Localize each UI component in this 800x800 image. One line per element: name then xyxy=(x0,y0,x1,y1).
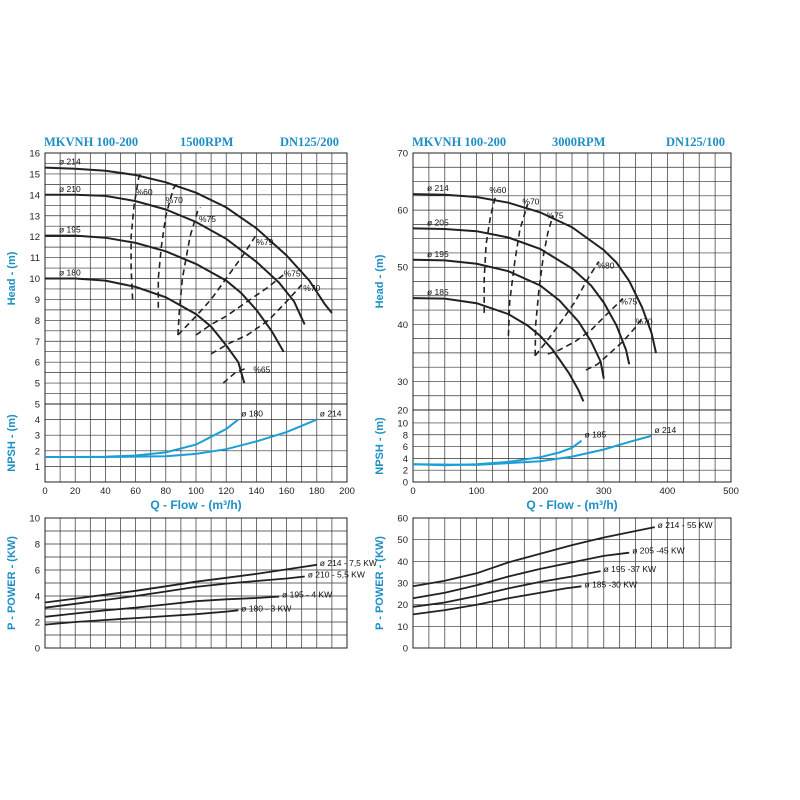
power-y-tick-label: 0 xyxy=(34,643,40,655)
npsh-y-tick-label: 0 xyxy=(402,477,408,489)
x-tick-label: 200 xyxy=(339,486,355,497)
head-y-tick-label: 16 xyxy=(29,148,40,160)
head-y-tick-label: 10 xyxy=(29,274,40,285)
head-y-tick-label: 11 xyxy=(30,253,40,265)
x-tick-label: 80 xyxy=(160,486,172,497)
power-curve xyxy=(413,527,655,586)
npsh-y-tick-label: 1 xyxy=(34,461,40,473)
x-tick-label: 100 xyxy=(188,486,204,497)
power-curve-label: ø 185 -30 KW xyxy=(584,579,637,590)
efficiency-label: %80 xyxy=(597,260,615,271)
head-y-tick-label: 50 xyxy=(397,262,408,274)
x-tick-label: 0 xyxy=(42,486,48,497)
efficiency-label: %75 xyxy=(546,210,564,221)
chart-right xyxy=(374,135,739,655)
efficiency-line xyxy=(548,299,623,354)
power-curve-label: ø 214 - 55 KW xyxy=(657,520,713,531)
x-tick-label: 60 xyxy=(130,486,141,497)
head-y-tick-label: 9 xyxy=(34,294,40,306)
efficiency-label: %70 xyxy=(522,196,540,207)
head-curve-label: ø 180 xyxy=(59,267,81,278)
power-curve-label: ø 214 - 7,5 KW xyxy=(319,557,377,568)
x-tick-label: 120 xyxy=(218,486,235,497)
power-panel-grid xyxy=(45,518,347,648)
efficiency-line xyxy=(484,196,496,313)
efficiency-label: %60 xyxy=(489,184,507,195)
npsh-curve xyxy=(413,436,652,465)
head-curve-label: ø 185 xyxy=(427,287,449,298)
power-curve-label: ø 210 - 5,5 KW xyxy=(307,569,365,580)
npsh-y-tick-label: 2 xyxy=(34,446,40,458)
head-y-tick-label: 5 xyxy=(34,378,40,390)
power-curve xyxy=(45,610,238,624)
efficiency-label: %70 xyxy=(635,316,653,327)
npsh-y-axis-label: NPSH - (m) xyxy=(6,414,18,472)
efficiency-label: %70 xyxy=(165,195,183,206)
power-curve-label: ø 180 - 3 KW xyxy=(241,603,292,614)
power-y-tick-label: 50 xyxy=(397,535,408,547)
npsh-panel-grid xyxy=(413,410,731,482)
head-curve-label: ø 205 xyxy=(427,217,449,228)
power-y-tick-label: 2 xyxy=(34,617,40,629)
power-y-axis-label: P - POWER - (KW) xyxy=(374,536,386,630)
chart-header-model: MKVNH 100-200 xyxy=(412,135,507,149)
x-tick-label: 200 xyxy=(532,486,549,497)
head-curve-label: ø 214 xyxy=(59,156,81,167)
head-curve-label: ø 214 xyxy=(427,183,449,194)
npsh-curve-label: ø 214 xyxy=(319,408,342,419)
power-y-axis-label: P - POWER - (KW) xyxy=(6,536,18,630)
head-y-tick-label: 8 xyxy=(34,315,40,327)
x-tick-label: 500 xyxy=(723,486,739,497)
power-curve-label: ø 195 -37 KW xyxy=(603,564,657,575)
power-y-tick-label: 6 xyxy=(34,565,40,577)
npsh-y-axis-label: NPSH - (m) xyxy=(374,417,386,475)
head-y-tick-label: 13 xyxy=(29,211,40,223)
x-tick-label: 400 xyxy=(659,486,676,497)
npsh-y-tick-label: 3 xyxy=(34,430,40,442)
power-y-tick-label: 20 xyxy=(397,600,408,612)
head-y-tick-label: 30 xyxy=(397,376,408,388)
npsh-y-tick-label: 10 xyxy=(397,418,408,430)
chart-header-speed: 3000RPM xyxy=(552,135,606,149)
efficiency-label: %75 xyxy=(199,214,217,225)
head-panel-grid xyxy=(413,153,731,410)
head-y-tick-label: 12 xyxy=(29,232,40,244)
power-panel-grid xyxy=(413,518,731,648)
efficiency-label: %75 xyxy=(620,296,638,307)
power-y-tick-label: 60 xyxy=(397,513,408,525)
x-tick-label: 0 xyxy=(410,486,416,497)
npsh-y-tick-label: 5 xyxy=(34,399,40,411)
head-y-tick-label: 15 xyxy=(29,169,40,181)
power-curve-label: ø 205 -45 KW xyxy=(632,545,685,556)
x-axis-label: Q - Flow - (m³/h) xyxy=(150,498,242,512)
chart-header-model: MKVNH 100-200 xyxy=(44,135,139,149)
head-y-tick-label: 60 xyxy=(397,205,408,217)
chart-header-size: DN125/100 xyxy=(666,135,726,149)
head-curve-label: ø 195 xyxy=(427,248,449,259)
npsh-curve-label: ø 185 xyxy=(584,429,607,440)
power-y-tick-label: 0 xyxy=(402,643,408,655)
head-curve-label: ø 195 xyxy=(59,224,81,235)
power-y-tick-label: 40 xyxy=(397,556,408,568)
chart-left xyxy=(6,135,377,655)
npsh-y-tick-label: 4 xyxy=(402,453,408,465)
npsh-y-tick-label: 6 xyxy=(402,442,408,454)
x-tick-label: 140 xyxy=(248,486,265,497)
npsh-y-tick-label: 4 xyxy=(34,415,40,427)
npsh-y-tick-label: 20 xyxy=(397,405,408,417)
head-y-axis-label: Head - (m) xyxy=(6,251,18,306)
head-y-tick-label: 70 xyxy=(397,148,408,160)
power-y-tick-label: 10 xyxy=(397,621,408,633)
efficiency-label: %70 xyxy=(303,283,321,294)
head-panel-grid xyxy=(45,153,347,404)
x-tick-label: 160 xyxy=(278,486,295,497)
head-curve xyxy=(45,195,305,325)
npsh-curve-label: ø 214 xyxy=(654,424,677,435)
npsh-curve-label: ø 180 xyxy=(241,408,264,419)
chart-header-speed: 1500RPM xyxy=(180,135,234,149)
efficiency-label: %60 xyxy=(135,186,153,197)
x-tick-label: 100 xyxy=(468,486,485,497)
head-y-tick-label: 7 xyxy=(34,336,40,348)
x-tick-label: 20 xyxy=(69,486,81,497)
efficiency-label: %75 xyxy=(283,268,301,279)
efficiency-label: %65 xyxy=(253,364,271,375)
x-tick-label: 180 xyxy=(308,486,325,497)
power-curve-label: ø 195 - 4 KW xyxy=(282,589,333,600)
head-curve xyxy=(45,168,332,313)
head-y-tick-label: 14 xyxy=(29,190,40,202)
npsh-y-tick-label: 2 xyxy=(402,465,408,477)
efficiency-label: %79 xyxy=(256,237,274,248)
x-axis-label: Q - Flow - (m³/h) xyxy=(526,498,618,512)
head-y-tick-label: 40 xyxy=(397,319,408,331)
npsh-y-tick-label: 8 xyxy=(402,430,408,442)
chart-header-size: DN125/200 xyxy=(280,135,340,149)
x-tick-label: 40 xyxy=(100,486,111,497)
power-y-tick-label: 4 xyxy=(34,591,40,603)
npsh-panel-grid xyxy=(45,404,347,482)
x-tick-label: 300 xyxy=(595,486,612,497)
power-y-tick-label: 30 xyxy=(397,578,408,590)
head-y-tick-label: 6 xyxy=(34,357,40,369)
efficiency-line xyxy=(178,235,257,335)
power-y-tick-label: 10 xyxy=(29,513,40,525)
head-y-axis-label: Head - (m) xyxy=(374,254,386,309)
head-curve-label: ø 210 xyxy=(59,183,81,194)
power-y-tick-label: 8 xyxy=(34,539,40,551)
